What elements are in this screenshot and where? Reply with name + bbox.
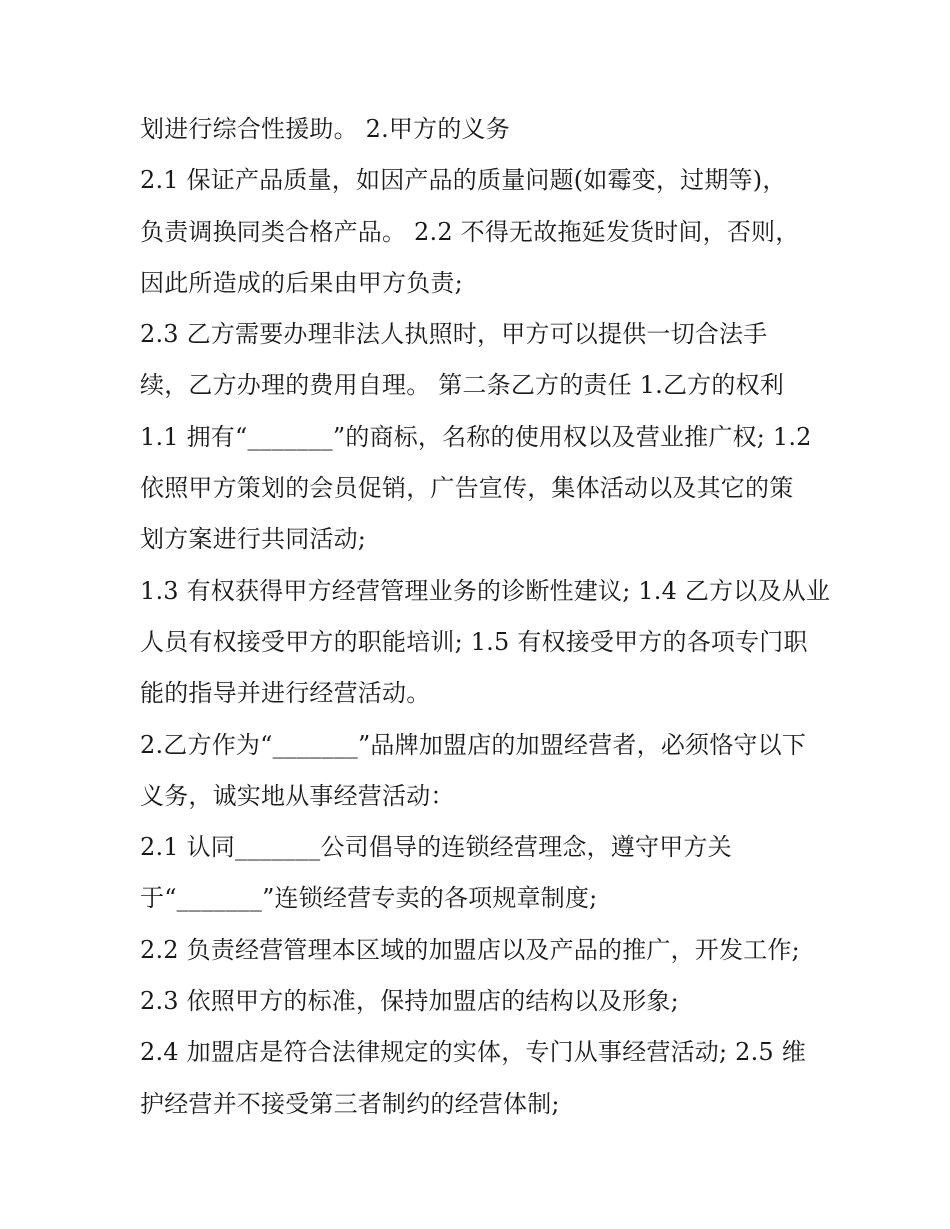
text-line: 续，乙方办理的费用自理。 第二条乙方的责任 1.乙方的权利 [140, 371, 784, 400]
text-line: 2.4 加盟店是符合法律规定的实体，专门从事经营活动; 2.5 维 [140, 1038, 806, 1067]
text-line: 2.3 乙方需要办理非法人执照时，甲方可以提供一切合法手 [140, 320, 768, 349]
text-line: 2.乙方作为“_______”品牌加盟店的加盟经营者，必须恪守以下 [140, 730, 807, 759]
text-line: 2.3 依照甲方的标准，保持加盟店的结构以及形象; [140, 987, 679, 1016]
text-line: 护经营并不接受第三者制约的经营体制; [140, 1089, 560, 1118]
text-line: 于“_______”连锁经营专卖的各项规章制度; [140, 884, 598, 913]
text-line: 1.3 有权获得甲方经营管理业务的诊断性建议; 1.4 乙方以及从业 [140, 576, 830, 605]
text-line: 划方案进行共同活动; [140, 525, 367, 554]
text-line: 2.1 保证产品质量，如因产品的质量问题(如霉变，过期等)， [140, 166, 787, 195]
text-line: 1.1 拥有“_______”的商标，名称的使用权以及营业推广权; 1.2 [140, 422, 812, 451]
text-line: 义务，诚实地从事经营活动： [140, 781, 455, 810]
text-line: 2.1 认同_______公司倡导的连锁经营理念，遵守甲方关 [140, 833, 732, 862]
document-body [140, 104, 830, 1130]
text-line: 划进行综合性援助。 2.甲方的义务 [140, 115, 510, 143]
text-line: 依照甲方策划的会员促销，广告宣传，集体活动以及其它的策 [140, 474, 794, 503]
text-line: 因此所造成的后果由甲方负责; [140, 268, 463, 297]
text-line: 2.2 负责经营管理本区域的加盟店以及产品的推广，开发工作; [140, 935, 800, 964]
text-line: 负责调换同类合格产品。 2.2 不得无故拖延发货时间，否则， [140, 217, 800, 246]
text-line: 能的指导并进行经营活动。 [140, 679, 431, 708]
text-line: 人员有权接受甲方的职能培训; 1.5 有权接受甲方的各项专门职 [140, 627, 808, 656]
